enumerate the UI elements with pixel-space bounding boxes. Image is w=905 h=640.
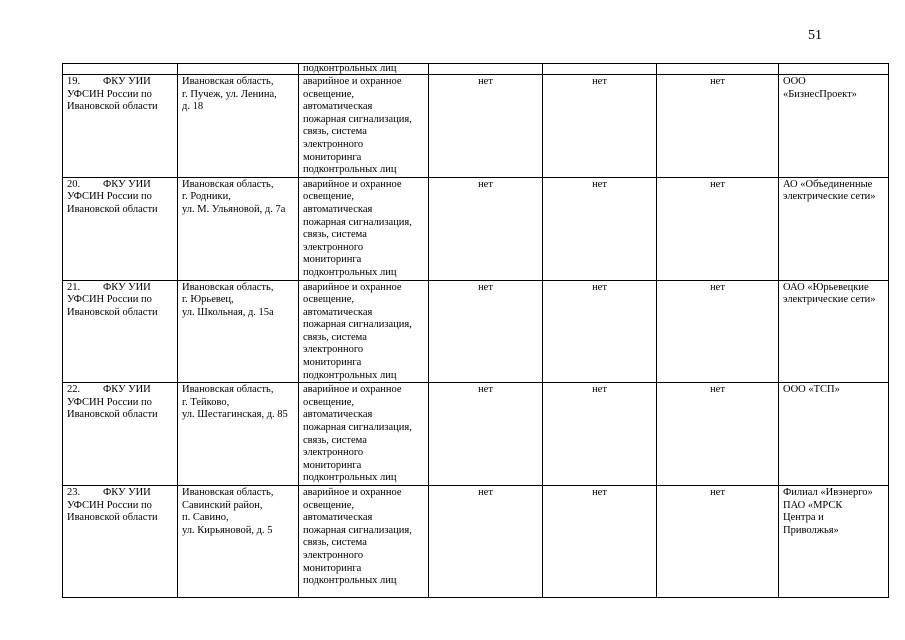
- organization-name: Ивановской области: [67, 203, 158, 215]
- equipment-cell-line: автоматическая: [303, 101, 373, 113]
- equipment-cell: [299, 383, 429, 486]
- organization-name: Ивановской области: [67, 409, 158, 421]
- row-number: 19.: [67, 76, 81, 87]
- equipment-cell-line: подконтрольных лиц: [303, 164, 397, 176]
- row-number: 21.: [67, 281, 81, 293]
- organization-name: ФКУ УИИ: [103, 487, 151, 498]
- supplier-cell: [779, 383, 889, 486]
- organization-cell: [63, 486, 178, 598]
- supplier-cell-line: электрические сети»: [783, 191, 876, 203]
- equipment-cell-line: аварийное и охранное: [303, 178, 402, 190]
- address-cell-line: г. Тейково,: [182, 396, 230, 408]
- equipment-cell-line: электронного: [303, 447, 364, 459]
- address-cell-line: п. Савино,: [182, 512, 229, 524]
- table-row: [63, 383, 889, 486]
- equipment-cell-line: мониторинга: [303, 254, 362, 266]
- equipment-cell-line: электронного: [303, 241, 364, 253]
- address-cell-line: Ивановская область,: [182, 178, 274, 190]
- supplier-cell-line: АО «Объединенные: [783, 178, 873, 190]
- status-cell: нет: [429, 280, 543, 383]
- equipment-cell-line: аварийное и охранное: [303, 76, 402, 87]
- address-cell: [178, 280, 299, 383]
- equipment-cell-line: подконтрольных лиц: [303, 369, 397, 381]
- supplier-cell-line: ПАО «МРСК: [783, 499, 843, 511]
- organization-name: Ивановской области: [67, 306, 158, 318]
- data-table: [62, 63, 889, 598]
- status-cell: нет: [657, 177, 779, 280]
- equipment-cell-line: электронного: [303, 549, 364, 561]
- status-cell: нет: [657, 280, 779, 383]
- organization-name: ФКУ УИИ: [103, 178, 151, 190]
- equipment-cell-line: аварийное и охранное: [303, 281, 402, 293]
- equipment-cell-line: освещение,: [303, 294, 354, 306]
- organization-name: УФСИН России по: [67, 294, 152, 306]
- equipment-cell-line: электронного: [303, 344, 364, 356]
- organization-name: Ивановской области: [67, 512, 158, 524]
- status-cell: нет: [429, 383, 543, 486]
- supplier-cell-line: ОАО «Юрьевецкие: [783, 281, 869, 293]
- status-cell: нет: [657, 486, 779, 598]
- supplier-cell-line: Приволжья»: [783, 524, 839, 536]
- organization-name: УФСИН России по: [67, 88, 152, 100]
- organization-cell: [63, 177, 178, 280]
- address-cell-line: Савинский район,: [182, 499, 263, 511]
- equipment-cell-line: аварийное и охранное: [303, 487, 402, 498]
- supplier-cell-line: ООО: [783, 76, 806, 87]
- address-cell-line: г. Юрьевец,: [182, 294, 234, 306]
- status-cell: нет: [429, 75, 543, 178]
- address-cell-line: ул. Шестагинская, д. 85: [182, 409, 288, 421]
- address-cell-line: г. Родники,: [182, 191, 231, 203]
- status-cell: нет: [657, 75, 779, 178]
- row-number: 23.: [67, 487, 81, 498]
- address-cell-line: ул. Школьная, д. 15а: [182, 306, 274, 318]
- equipment-cell-line: пожарная сигнализация,: [303, 524, 412, 536]
- organization-name: УФСИН России по: [67, 499, 152, 511]
- supplier-cell-line: Филиал «Ивэнерго»: [783, 487, 873, 498]
- continuation-row: [63, 64, 889, 75]
- organization-cell: [63, 75, 178, 178]
- status-cell: нет: [429, 486, 543, 598]
- supplier-cell: [779, 75, 889, 178]
- supplier-cell: [779, 280, 889, 383]
- equipment-cell-line: электронного: [303, 138, 364, 150]
- equipment-cell-line: связь, система: [303, 229, 367, 241]
- supplier-cell: [779, 486, 889, 598]
- table-row: [63, 486, 889, 598]
- address-cell-line: Ивановская область,: [182, 281, 274, 293]
- equipment-cell-line: пожарная сигнализация,: [303, 113, 412, 125]
- organization-name: Ивановской области: [67, 101, 158, 113]
- equipment-cell-line: автоматическая: [303, 409, 373, 421]
- equipment-cell-line: автоматическая: [303, 203, 373, 215]
- address-cell-line: Ивановская область,: [182, 384, 274, 396]
- table-row: [63, 280, 889, 383]
- address-cell-line: ул. Кирьяновой, д. 5: [182, 524, 273, 536]
- equipment-cell-line: подконтрольных лиц: [303, 472, 397, 484]
- equipment-cell-line: связь, система: [303, 537, 367, 549]
- address-cell-line: Ивановская область,: [182, 487, 274, 498]
- equipment-cell-line: автоматическая: [303, 512, 373, 524]
- equipment-cell-line: освещение,: [303, 191, 354, 203]
- status-cell: нет: [543, 280, 657, 383]
- page-number: 51: [808, 28, 822, 43]
- supplier-cell-line: «БизнесПроект»: [783, 88, 857, 100]
- table-row: [63, 75, 889, 178]
- equipment-cell-line: автоматическая: [303, 306, 373, 318]
- row-number: 22.: [67, 384, 81, 396]
- supplier-cell: [779, 177, 889, 280]
- address-cell-line: д. 18: [182, 101, 204, 113]
- status-cell: нет: [429, 177, 543, 280]
- address-cell-line: ул. М. Ульяновой, д. 7а: [182, 203, 286, 215]
- organization-cell: [63, 383, 178, 486]
- address-cell: [178, 177, 299, 280]
- status-cell: нет: [543, 486, 657, 598]
- address-cell-line: Ивановская область,: [182, 76, 274, 87]
- equipment-cell-line: аварийное и охранное: [303, 384, 402, 396]
- equipment-cell-line: подконтрольных лиц: [303, 266, 397, 278]
- equipment-cell-line: мониторинга: [303, 562, 362, 574]
- equipment-cell: [299, 177, 429, 280]
- status-cell: нет: [657, 383, 779, 486]
- organization-name: УФСИН России по: [67, 396, 152, 408]
- continuation-text: подконтрольных лиц: [299, 64, 429, 75]
- organization-cell: [63, 280, 178, 383]
- equipment-cell-line: освещение,: [303, 499, 354, 511]
- status-cell: нет: [543, 75, 657, 178]
- equipment-cell-line: связь, система: [303, 331, 367, 343]
- equipment-cell: [299, 75, 429, 178]
- equipment-cell-line: пожарная сигнализация,: [303, 422, 412, 434]
- status-cell: нет: [543, 177, 657, 280]
- organization-name: ФКУ УИИ: [103, 384, 151, 396]
- equipment-cell-line: освещение,: [303, 88, 354, 100]
- equipment-cell: [299, 280, 429, 383]
- status-cell: нет: [543, 383, 657, 486]
- equipment-cell: [299, 486, 429, 598]
- organization-name: ФКУ УИИ: [103, 76, 151, 87]
- address-cell: [178, 383, 299, 486]
- supplier-cell-line: Центра и: [783, 512, 824, 524]
- address-cell-line: г. Пучеж, ул. Ленина,: [182, 88, 277, 100]
- organization-name: ФКУ УИИ: [103, 281, 151, 293]
- equipment-cell-line: связь, система: [303, 126, 367, 138]
- equipment-cell-line: освещение,: [303, 396, 354, 408]
- table-row: [63, 177, 889, 280]
- equipment-cell-line: связь, система: [303, 434, 367, 446]
- equipment-cell-line: пожарная сигнализация,: [303, 319, 412, 331]
- equipment-cell-line: мониторинга: [303, 459, 362, 471]
- address-cell: [178, 75, 299, 178]
- supplier-cell-line: электрические сети»: [783, 294, 876, 306]
- equipment-cell-line: мониторинга: [303, 151, 362, 163]
- equipment-cell-line: подконтрольных лиц: [303, 575, 397, 587]
- equipment-cell-line: мониторинга: [303, 357, 362, 369]
- row-number: 20.: [67, 178, 81, 190]
- address-cell: [178, 486, 299, 598]
- supplier-cell-line: ООО «ТСП»: [783, 384, 840, 396]
- organization-name: УФСИН России по: [67, 191, 152, 203]
- equipment-cell-line: пожарная сигнализация,: [303, 216, 412, 228]
